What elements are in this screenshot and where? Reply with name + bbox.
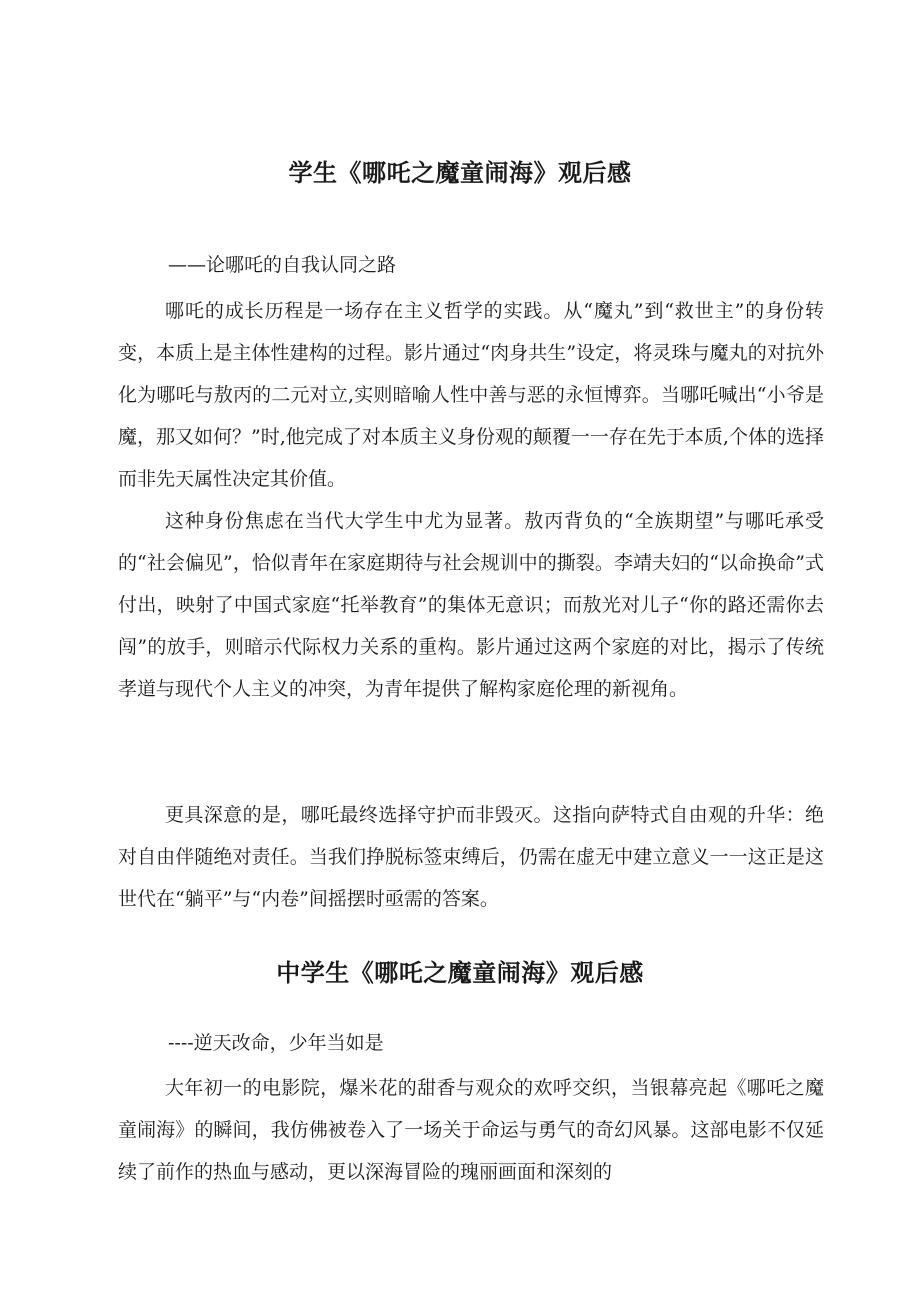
essay-1-paragraph-3: 更具深意的是，哪吒最终选择守护而非毁灭。这指向萨特式自由观的升华：绝对自由伴随绝对责任。当我们挣脱标签束缚后，仍需在虚无中建立意义一一这正是这世代在“躺平”与“内卷”间摇摆时亟需的答案。 [118, 804, 824, 910]
essay-1-subtitle: ——论哪吒的自我认同之路 [168, 254, 397, 276]
essay-1-title: 学生《哪吒之魔童闹海》观后感 [288, 159, 632, 187]
essay-1-paragraph-2: 这种身份焦虑在当代大学生中尤为显著。敖丙背负的“全族期望”与哪吒承受的“社会偏见”，恰似青年在家庭期待与社会规训中的撕裂。李靖夫妇的“以命换命”式付出，映射了中国式家庭“托举教育”的集体无意识；而敖光对儿子“你的路还需你去闯”的放手，则暗示代际权力关系的重构。影片通过这两个家庭的对比，揭示了传统孝道与现代个人主义的冲突，为青年提供了解构家庭伦理的新视角。 [118, 510, 824, 700]
essay-2-paragraph-1: 大年初一的电影院，爆米花的甜香与观众的欢呼交织，当银幕亮起《哪吒之魔童闹海》的瞬间，我仿佛被卷入了一场关于命运与勇气的奇幻风暴。这部电影不仅延续了前作的热血与感动，更以深海冒险的瑰丽画面和深刻的 [118, 1077, 824, 1183]
essay-2-subtitle: ----逆天改命，少年当如是 [168, 1032, 384, 1054]
essay-1-paragraph-1: 哪吒的成长历程是一场存在主义哲学的实践。从“魔丸”到“救世主”的身份转变，本质上是主体性建构的过程。影片通过“肉身共生”设定，将灵珠与魔丸的对抗外化为哪吒与敖丙的二元对立,实则暗喻人性中善与恶的永恒博弈。当哪吒喊出“小爷是魔，那又如何？”时,他完成了对本质主义身份观的颠覆一一存在先于本质,个体的选择而非先天属性决定其价值。 [118, 300, 824, 490]
essay-2-title: 中学生《哪吒之魔童闹海》观后感 [276, 959, 644, 987]
